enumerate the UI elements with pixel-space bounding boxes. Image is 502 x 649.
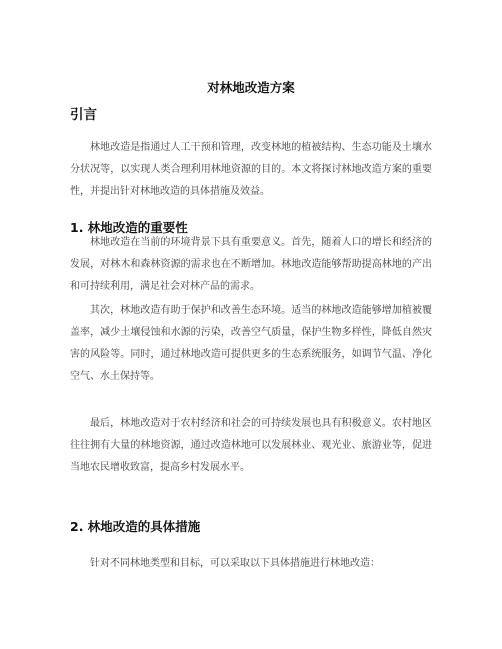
document-title: 对林地改造方案 bbox=[207, 80, 295, 95]
section-2-paragraph-1: 针对不同林地类型和目标，可以采取以下具体措施进行林地改造： bbox=[90, 558, 380, 569]
section-2-heading: 2. 林地改造的具体措施 bbox=[70, 519, 201, 534]
intro-heading: 引言 bbox=[70, 107, 97, 123]
section-1-paragraph-2: 其次，林地改造有助于保护和改善生态环境。适当的林地改造能够增加植被覆盖率，减少土壤侵蚀和水源的污染，改善空气质量，保护生物多样性，降低自然灾害的风险等。同时，通过林地改造可提供更多的生态系统服务，如调节气温、净化空气、水土保持等。 bbox=[70, 305, 432, 382]
section-1-paragraph-1: 林地改造在当前的环境背景下具有重要意义。首先，随着人口的增长和经济的发展，对林木和森林资源的需求也在不断增加。林地改造能够帮助提高林地的产出和可持续利用，满足社会对林产品的需求。 bbox=[70, 237, 432, 292]
intro-paragraph: 林地改造是指通过人工干预和管理，改变林地的植被结构、生态功能及土壤水分状况等，以实现人类合理利用林地资源的目的。本文将探讨林地改造方案的重要性，并提出针对林地改造的具体措施及效益。 bbox=[70, 142, 432, 197]
section-1-heading: 1. 林地改造的重要性 bbox=[70, 220, 188, 235]
section-1-paragraph-3: 最后，林地改造对于农村经济和社会的可持续发展也具有积极意义。农村地区往往拥有大量的林地资源，通过改造林地可以发展林业、观光业、旅游业等，促进当地农民增收致富，提高乡村发展水平。 bbox=[70, 418, 432, 473]
